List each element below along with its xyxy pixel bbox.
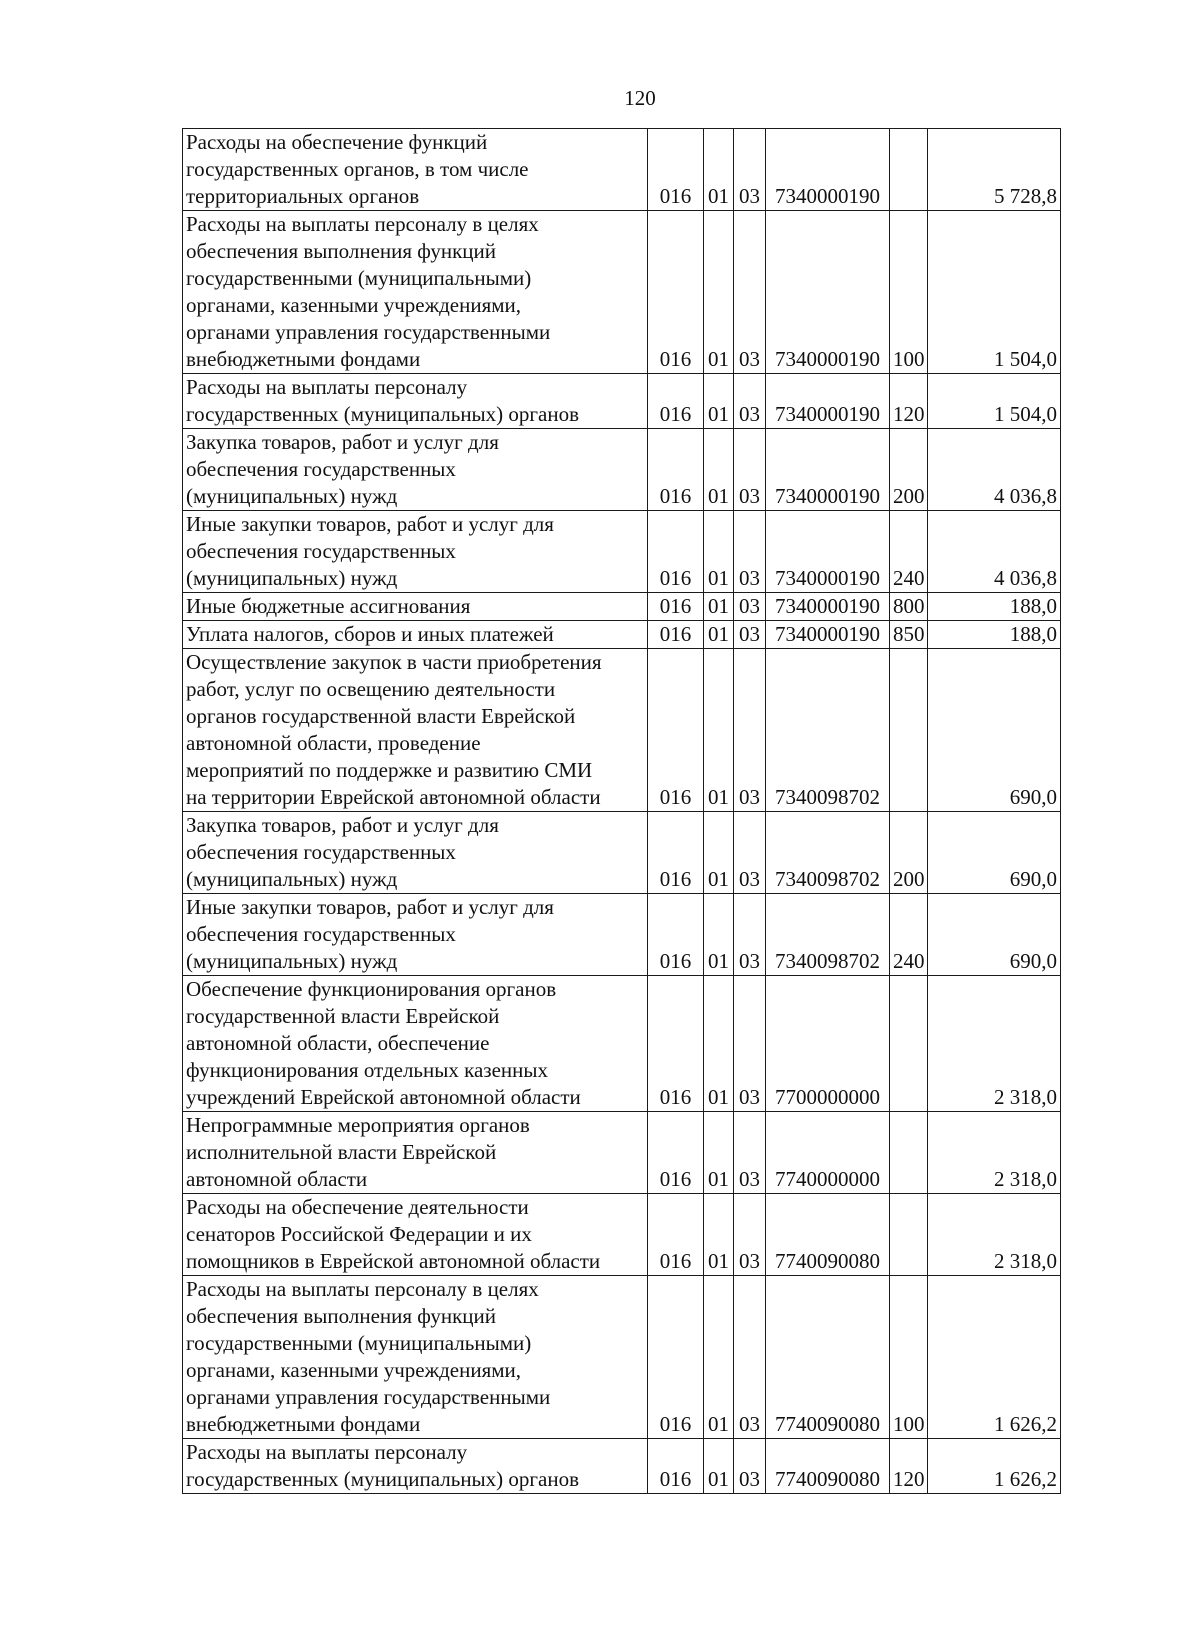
ved-code-cell: 016 — [648, 593, 704, 621]
table-row — [183, 1439, 1061, 1494]
row-description-cell: Закупка товаров, работ и услуг для обеспечения государственных (муниципальных) нужд — [183, 812, 648, 894]
row-description-cell: Осуществление закупок в части приобретения работ, услуг по освещению деятельности органов государственной власти Еврейской автономной области, проведение мероприятий по поддержке и развитию СМИ на территории Еврейской автономной области — [183, 649, 648, 812]
section-code-cell: 01 — [704, 649, 734, 812]
ved-code-cell: 016 — [648, 621, 704, 649]
table-row — [183, 593, 1061, 621]
subsection-code-cell: 03 — [734, 1194, 766, 1276]
amount-cell: 5 728,8 — [928, 129, 1061, 211]
expense-type-code-cell: 240 — [890, 894, 928, 976]
target-article-code-cell: 7340000190 — [766, 511, 890, 593]
row-description-cell: Уплата налогов, сборов и иных платежей — [183, 621, 648, 649]
ved-code-cell: 016 — [648, 129, 704, 211]
target-article-code-cell: 7340000190 — [766, 593, 890, 621]
row-description-cell: Непрограммные мероприятия органов исполнительной власти Еврейской автономной области — [183, 1112, 648, 1194]
subsection-code-cell: 03 — [734, 649, 766, 812]
target-article-code-cell: 7340098702 — [766, 649, 890, 812]
ved-code-cell: 016 — [648, 1439, 704, 1494]
amount-cell: 4 036,8 — [928, 429, 1061, 511]
amount-cell: 1 626,2 — [928, 1439, 1061, 1494]
amount-cell: 690,0 — [928, 894, 1061, 976]
expense-type-code-cell: 200 — [890, 429, 928, 511]
table-row — [183, 621, 1061, 649]
target-article-code-cell: 7340000190 — [766, 429, 890, 511]
row-description-cell: Иные бюджетные ассигнования — [183, 593, 648, 621]
table-row — [183, 894, 1061, 976]
row-description-cell: Иные закупки товаров, работ и услуг для обеспечения государственных (муниципальных) нужд — [183, 894, 648, 976]
table-row — [183, 1194, 1061, 1276]
target-article-code-cell: 7340000190 — [766, 211, 890, 374]
row-description-cell: Расходы на выплаты персоналу в целях обеспечения выполнения функций государственными (муниципальными) органами, казенными учреждениями, органами управления государственными внебюджетными фондами — [183, 1276, 648, 1439]
expense-type-code-cell: 120 — [890, 374, 928, 429]
target-article-code-cell: 7340000190 — [766, 129, 890, 211]
expense-type-code-cell — [890, 129, 928, 211]
section-code-cell: 01 — [704, 1439, 734, 1494]
subsection-code-cell: 03 — [734, 812, 766, 894]
amount-cell: 690,0 — [928, 649, 1061, 812]
page-number: 120 — [624, 86, 656, 110]
row-description-cell: Расходы на выплаты персоналу государственных (муниципальных) органов — [183, 1439, 648, 1494]
subsection-code-cell: 03 — [734, 1276, 766, 1439]
expense-type-code-cell: 850 — [890, 621, 928, 649]
section-code-cell: 01 — [704, 593, 734, 621]
target-article-code-cell: 7740090080 — [766, 1194, 890, 1276]
table-row — [183, 374, 1061, 429]
section-code-cell: 01 — [704, 429, 734, 511]
subsection-code-cell: 03 — [734, 429, 766, 511]
section-code-cell: 01 — [704, 511, 734, 593]
table-row — [183, 511, 1061, 593]
table-row — [183, 1276, 1061, 1439]
row-description-cell: Расходы на обеспечение функций государственных органов, в том числе территориальных органов — [183, 129, 648, 211]
expense-type-code-cell — [890, 649, 928, 812]
table-row — [183, 1112, 1061, 1194]
row-description-cell: Иные закупки товаров, работ и услуг для обеспечения государственных (муниципальных) нужд — [183, 511, 648, 593]
expense-type-code-cell — [890, 1194, 928, 1276]
ved-code-cell: 016 — [648, 429, 704, 511]
table-row — [183, 812, 1061, 894]
subsection-code-cell: 03 — [734, 211, 766, 374]
ved-code-cell: 016 — [648, 812, 704, 894]
target-article-code-cell: 7740000000 — [766, 1112, 890, 1194]
amount-cell: 2 318,0 — [928, 1194, 1061, 1276]
table-row — [183, 976, 1061, 1112]
subsection-code-cell: 03 — [734, 621, 766, 649]
target-article-code-cell: 7340000190 — [766, 621, 890, 649]
expense-type-code-cell — [890, 1112, 928, 1194]
target-article-code-cell: 7700000000 — [766, 976, 890, 1112]
table-row — [183, 649, 1061, 812]
amount-cell: 1 626,2 — [928, 1276, 1061, 1439]
amount-cell: 2 318,0 — [928, 976, 1061, 1112]
amount-cell: 2 318,0 — [928, 1112, 1061, 1194]
target-article-code-cell: 7340098702 — [766, 812, 890, 894]
section-code-cell: 01 — [704, 812, 734, 894]
ved-code-cell: 016 — [648, 894, 704, 976]
ved-code-cell: 016 — [648, 1194, 704, 1276]
section-code-cell: 01 — [704, 374, 734, 429]
table-body — [183, 129, 1061, 1494]
expense-type-code-cell: 120 — [890, 1439, 928, 1494]
subsection-code-cell: 03 — [734, 894, 766, 976]
subsection-code-cell: 03 — [734, 374, 766, 429]
section-code-cell: 01 — [704, 1112, 734, 1194]
target-article-code-cell: 7740090080 — [766, 1439, 890, 1494]
ved-code-cell: 016 — [648, 374, 704, 429]
budget-table — [182, 128, 1061, 1494]
amount-cell: 188,0 — [928, 593, 1061, 621]
row-description-cell: Закупка товаров, работ и услуг для обеспечения государственных (муниципальных) нужд — [183, 429, 648, 511]
target-article-code-cell: 7740090080 — [766, 1276, 890, 1439]
row-description-cell: Расходы на выплаты персоналу в целях обеспечения выполнения функций государственными (муниципальными) органами, казенными учреждениями, органами управления государственными внебюджетными фондами — [183, 211, 648, 374]
section-code-cell: 01 — [704, 1194, 734, 1276]
table-row — [183, 211, 1061, 374]
section-code-cell: 01 — [704, 1276, 734, 1439]
target-article-code-cell: 7340000190 — [766, 374, 890, 429]
ved-code-cell: 016 — [648, 1112, 704, 1194]
amount-cell: 1 504,0 — [928, 374, 1061, 429]
row-description-cell: Расходы на выплаты персоналу государственных (муниципальных) органов — [183, 374, 648, 429]
ved-code-cell: 016 — [648, 1276, 704, 1439]
amount-cell: 188,0 — [928, 621, 1061, 649]
expense-type-code-cell: 240 — [890, 511, 928, 593]
row-description-cell: Расходы на обеспечение деятельности сенаторов Российской Федерации и их помощников в Еврейской автономной области — [183, 1194, 648, 1276]
table-row — [183, 129, 1061, 211]
ved-code-cell: 016 — [648, 976, 704, 1112]
expense-type-code-cell — [890, 976, 928, 1112]
subsection-code-cell: 03 — [734, 976, 766, 1112]
expense-type-code-cell: 100 — [890, 1276, 928, 1439]
section-code-cell: 01 — [704, 894, 734, 976]
target-article-code-cell: 7340098702 — [766, 894, 890, 976]
section-code-cell: 01 — [704, 211, 734, 374]
amount-cell: 4 036,8 — [928, 511, 1061, 593]
subsection-code-cell: 03 — [734, 129, 766, 211]
subsection-code-cell: 03 — [734, 1439, 766, 1494]
ved-code-cell: 016 — [648, 511, 704, 593]
amount-cell: 690,0 — [928, 812, 1061, 894]
expense-type-code-cell: 100 — [890, 211, 928, 374]
ved-code-cell: 016 — [648, 211, 704, 374]
section-code-cell: 01 — [704, 621, 734, 649]
table-row — [183, 429, 1061, 511]
subsection-code-cell: 03 — [734, 593, 766, 621]
row-description-cell: Обеспечение функционирования органов государственной власти Еврейской автономной области, обеспечение функционирования отдельных казенных учреждений Еврейской автономной области — [183, 976, 648, 1112]
expense-type-code-cell: 200 — [890, 812, 928, 894]
subsection-code-cell: 03 — [734, 1112, 766, 1194]
expense-type-code-cell: 800 — [890, 593, 928, 621]
ved-code-cell: 016 — [648, 649, 704, 812]
section-code-cell: 01 — [704, 129, 734, 211]
amount-cell: 1 504,0 — [928, 211, 1061, 374]
subsection-code-cell: 03 — [734, 511, 766, 593]
section-code-cell: 01 — [704, 976, 734, 1112]
